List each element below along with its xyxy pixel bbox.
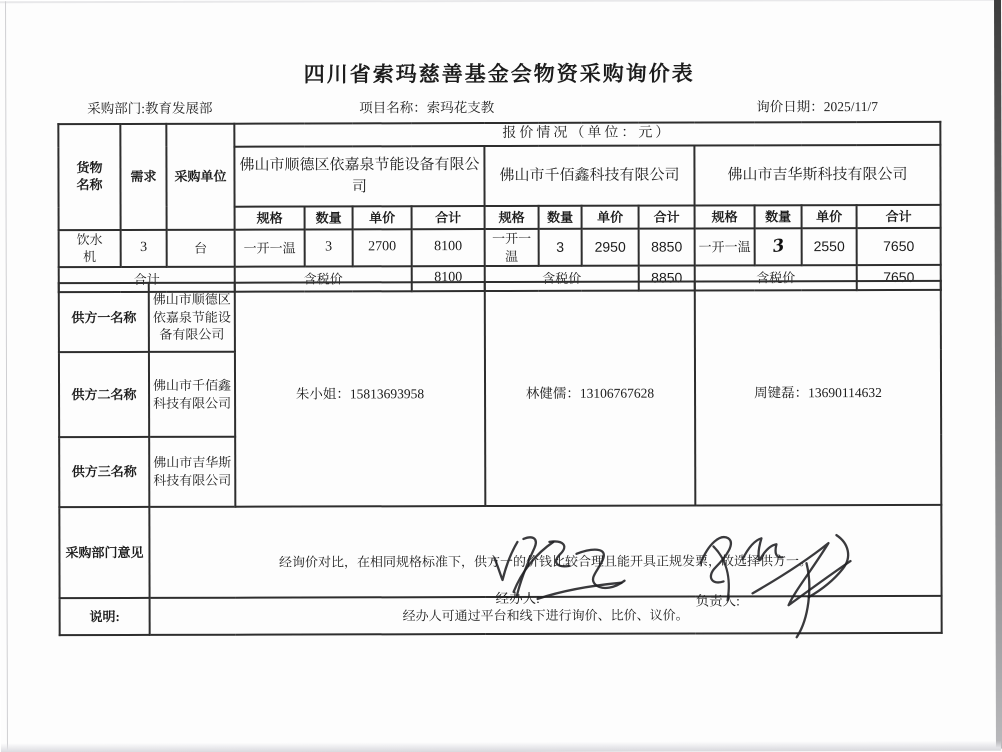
scan-edge-top	[0, 0, 999, 3]
supplier2-contact: 林健儒：13106767628	[485, 281, 696, 506]
note-label: 说明:	[60, 598, 150, 635]
document-title: 四川省索玛慈善基金会物资采购询价表	[303, 61, 695, 87]
supplier1-contact: 朱小姐：15813693958	[235, 282, 486, 507]
s1-spec: 一开一温	[235, 230, 305, 267]
s2-total-header: 合计	[639, 205, 695, 228]
opinion-row	[59, 505, 941, 598]
supplier-info-table	[58, 280, 943, 636]
handler-label: 经办人:	[495, 590, 540, 606]
item-goods-name: 饮水机	[59, 230, 121, 267]
supplier3-name: 佛山市吉华斯科技有限公司	[694, 145, 940, 206]
scan-edge-bottom	[1, 741, 1001, 752]
s3-total-header: 合计	[857, 205, 941, 228]
s3-tax-label: 含税价	[695, 265, 857, 290]
supplier2-row-label: 供方二名称	[59, 352, 149, 437]
s1-price: 2700	[353, 229, 412, 266]
s3-spec: 一开一温	[695, 228, 755, 265]
s3-price: 2550	[802, 228, 857, 265]
supplier2-company: 佛山市千佰鑫科技有限公司	[149, 352, 235, 437]
supplier2-name: 佛山市千佰鑫科技有限公司	[484, 145, 694, 206]
s3-qty-handwritten: 3	[755, 228, 802, 265]
opinion-text: 经询价对比，在相同规格标准下，供方一的价钱比较合理且能开具正规发票，故选择供方一。	[278, 552, 813, 570]
header-purchase-unit: 采购单位	[166, 124, 234, 230]
s2-spec: 一开一温	[485, 229, 539, 266]
header-demand: 需求	[120, 124, 166, 230]
supplier3-contact: 周键磊：13690114632	[695, 281, 942, 506]
s1-tax-total: 8100	[412, 266, 485, 291]
total-row-label: 合计	[59, 267, 235, 292]
s3-price-header: 单价	[802, 205, 857, 228]
s2-qty-header: 数量	[539, 206, 582, 229]
s1-total: 8100	[412, 229, 485, 266]
inquiry-date: 询价日期：2025/11/7	[756, 99, 879, 115]
s2-tax-total: 8850	[639, 266, 695, 291]
item-row	[59, 228, 941, 267]
s3-tax-total: 7650	[857, 265, 941, 290]
s2-qty: 3	[539, 229, 582, 266]
quote-situation-header: 报价情况（单位：元）	[234, 122, 940, 147]
project-name: 项目名称：索玛花支教	[359, 100, 495, 116]
supplier1-name: 佛山市顺德区依嘉泉节能设备有限公司	[234, 146, 484, 207]
supplier3-company: 佛山市吉华斯科技有限公司	[149, 437, 235, 507]
supplier3-row-label: 供方三名称	[59, 437, 149, 507]
s2-price: 2950	[582, 229, 639, 266]
supplier1-row	[59, 281, 941, 352]
s3-qty-header: 数量	[755, 205, 802, 228]
opinion-content	[150, 532, 940, 609]
s1-qty: 3	[305, 229, 353, 266]
supplier1-company: 佛山市顺德区依嘉泉节能设备有限公司	[149, 283, 235, 352]
quote-header-row	[58, 122, 940, 147]
opinion-cell	[149, 505, 941, 609]
s2-tax-label: 含税价	[485, 266, 639, 291]
item-unit: 台	[167, 230, 235, 267]
purchase-department: 采购部门:教育发展部	[87, 100, 213, 117]
s1-price-header: 单价	[353, 206, 412, 229]
note-text: 经办人可通过平台和线下进行询价、比价、议价。	[150, 596, 942, 635]
supplier1-row-label: 供方一名称	[59, 283, 149, 352]
opinion-label: 采购部门意见	[59, 507, 149, 598]
header-goods-name: 货物名称	[58, 124, 120, 230]
quote-table	[57, 121, 942, 293]
manager-label: 负责人:	[695, 593, 740, 609]
scan-edge-left	[5, 1, 8, 751]
item-demand: 3	[121, 230, 167, 267]
s1-spec-header: 规格	[235, 207, 305, 230]
s2-price-header: 单价	[582, 206, 639, 229]
scan-edge-right	[994, 0, 1002, 749]
s1-qty-header: 数量	[305, 206, 353, 229]
s1-tax-label: 含税价	[235, 266, 412, 291]
s1-total-header: 合计	[412, 206, 485, 229]
s3-total: 7650	[857, 228, 941, 265]
s3-spec-header: 规格	[695, 205, 755, 228]
s2-total: 8850	[639, 228, 695, 265]
s2-spec-header: 规格	[485, 206, 539, 229]
